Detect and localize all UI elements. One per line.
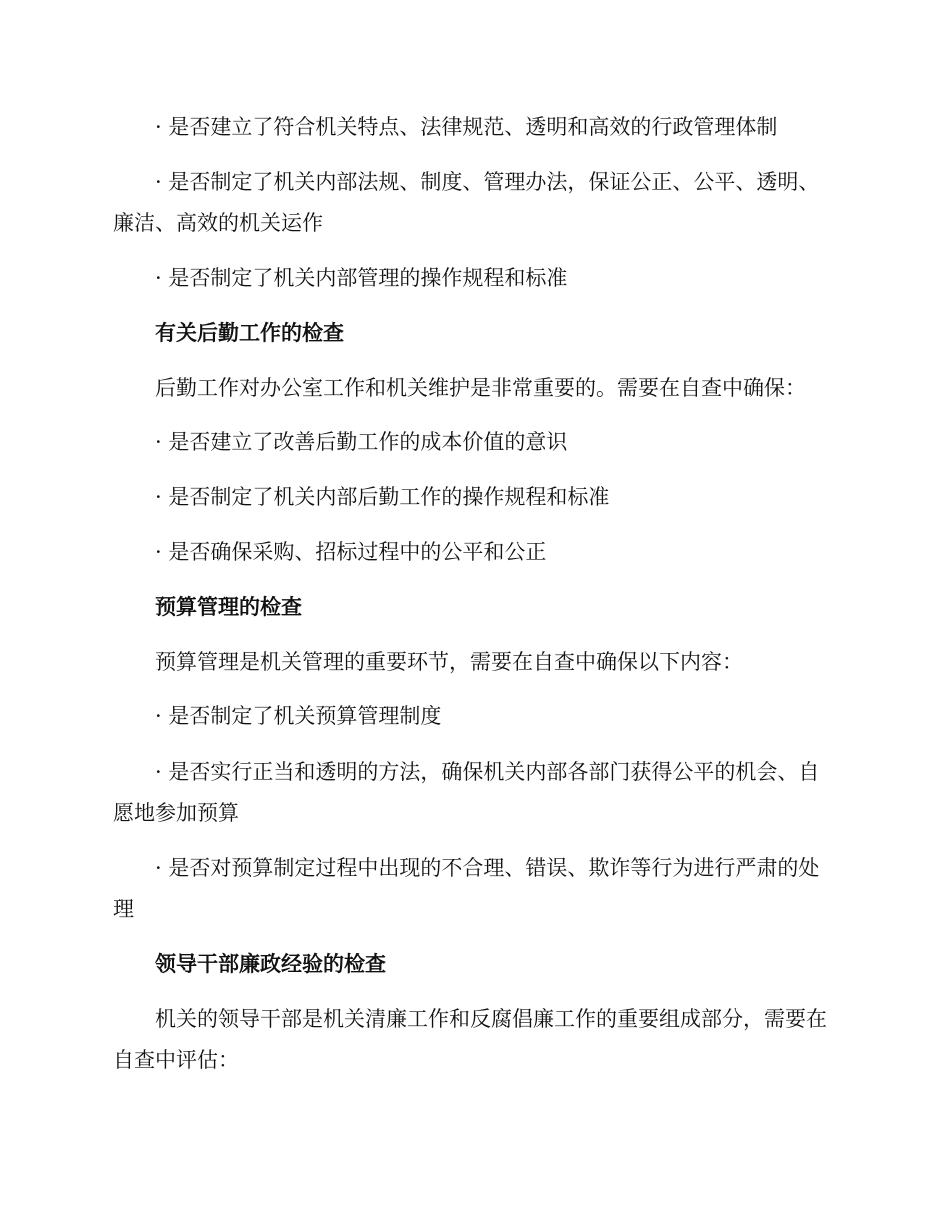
heading-logistics: 有关后勤工作的检查 — [155, 321, 344, 345]
heading-leadership-integrity: 领导干部廉政经验的检查 — [155, 952, 386, 976]
bullet-budget-misconduct: · 是否对预算制定过程中出现的不合理、错误、欺诈等行为进行严肃的处理 — [113, 856, 820, 921]
bullet-internal-procedures: · 是否制定了机关内部管理的操作规程和标准 — [155, 266, 568, 290]
paragraph-leadership-intro: 机关的领导干部是机关清廉工作和反腐倡廉工作的重要组成部分，需要在自查中评估： — [113, 1007, 827, 1072]
bullet-logistics-procedures: · 是否制定了机关内部后勤工作的操作规程和标准 — [155, 485, 610, 509]
bullet-logistics-cost: · 是否建立了改善后勤工作的成本价值的意识 — [155, 430, 568, 454]
paragraph-budget-intro: 预算管理是机关管理的重要环节，需要在自查中确保以下内容： — [155, 650, 743, 674]
paragraph-logistics-intro: 后勤工作对办公室工作和机关维护是非常重要的。需要在自查中确保： — [155, 376, 806, 400]
bullet-admin-system: · 是否建立了符合机关特点、法律规范、透明和高效的行政管理体制 — [155, 115, 778, 139]
bullet-procurement-fairness: · 是否确保采购、招标过程中的公平和公正 — [155, 540, 547, 564]
bullet-budget-system: · 是否制定了机关预算管理制度 — [155, 704, 442, 728]
bullet-internal-rules: · 是否制定了机关内部法规、制度、管理办法，保证公正、公平、透明、廉洁、高效的机关运作 — [113, 170, 820, 235]
heading-budget: 预算管理的检查 — [155, 595, 302, 619]
bullet-budget-transparency: · 是否实行正当和透明的方法，确保机关内部各部门获得公平的机会、自愿地参加预算 — [113, 760, 820, 825]
